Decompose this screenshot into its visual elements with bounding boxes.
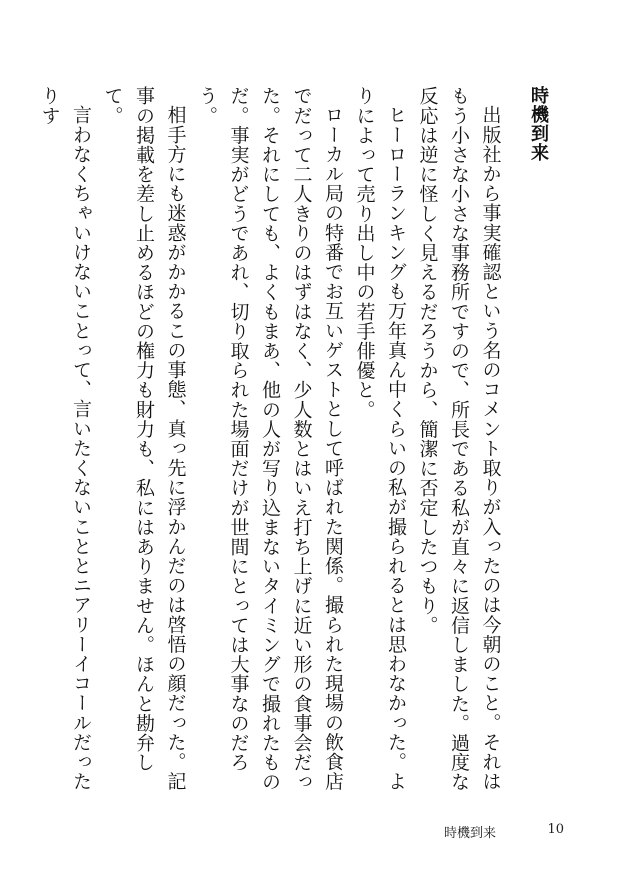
chapter-title: 時機到来	[528, 86, 549, 162]
running-title: 時機到来	[444, 826, 497, 841]
paragraph-2: ヒーローランキングも万年真ん中くらいの私が撮られるとは思わなかった。よりによって売り出し中の若手俳優と。	[353, 86, 407, 791]
paragraph-4: 相手方にも迷惑がかかるこの事態、真っ先に浮かんだのは啓悟の顔だった。記事の掲載を差し止めるほどの権力も財力も、私にはありません。ほんと勘弁して。	[101, 86, 187, 791]
paragraph-5: 言わなくちゃいけないことって、言いたくないこととニアリーイコールだったりす	[38, 86, 92, 791]
page-number: 10	[547, 822, 564, 837]
page-footer	[444, 822, 564, 842]
vertical-text-body	[33, 86, 554, 794]
paragraph-1: 出版社から事実確認という名のコメント取りが入ったのは今朝のこと。それはもう小さな小さな事務所ですので、所長である私が直々に返信しました。過度な反応は逆に怪しく見えるだろうから、簡潔に否定したつもり。	[416, 86, 502, 792]
paragraph-3: ローカル局の特番でお互いゲストとして呼ばれた関係。撮られた現場の飲食店でだって二人きりのはずはなく、少人数とはいえ打ち上げに近い形の食事会だった。それにしても、よくもまあ、他の人が写り込まないタイミングで撮れたものだ。事実がどうであれ、切り取られた場面だけが世間にとっては大事なのだろう。	[196, 86, 344, 792]
